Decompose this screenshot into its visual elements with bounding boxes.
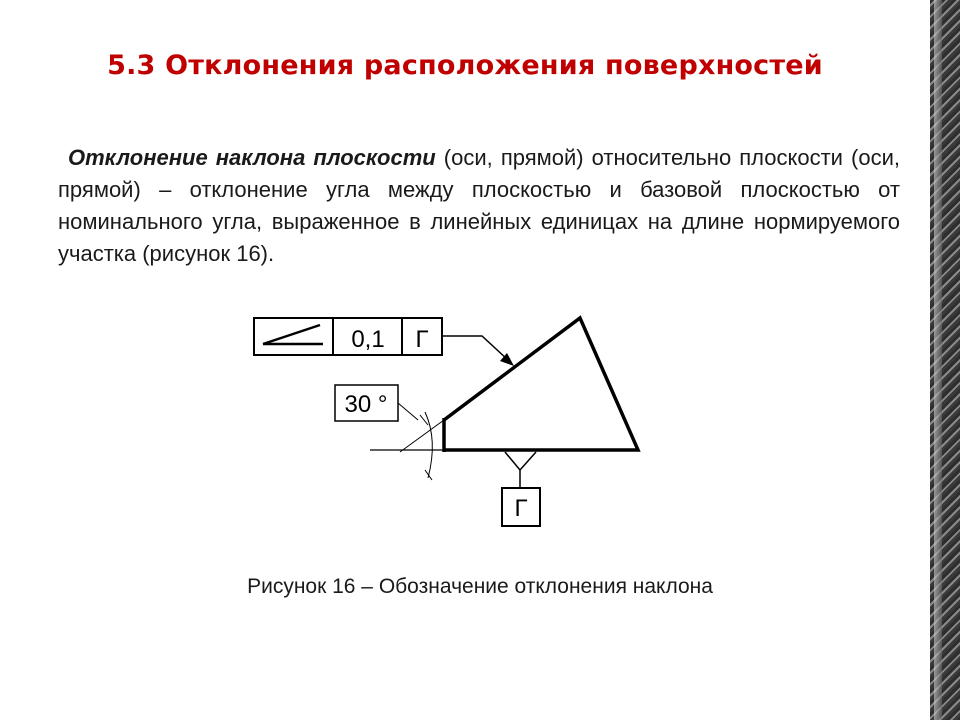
angle-label-leader (398, 403, 418, 420)
tolerance-value: 0,1 (351, 326, 385, 353)
figure-caption: Рисунок 16 – Обозначение отклонения наклона (247, 575, 713, 598)
defined-term: Отклонение наклона плоскости (68, 145, 436, 170)
part-outline (444, 318, 638, 452)
angle-label: 30 ° (344, 391, 388, 418)
tolerance-datum-letter: Г (415, 326, 429, 353)
definition-text: (оси, прямой) относительно плоскости (оси, прямой) – отклонение угла между плоскостью и базовой плоскостью от номинального угла, выраженное в линейных единицах на длине нормируемого участка (рисунок 16). (58, 145, 900, 266)
decorative-side-strip-highlight (934, 0, 942, 720)
leader-arrow (442, 336, 514, 366)
datum-box-letter: Г (514, 495, 528, 522)
datum-symbol (502, 452, 540, 526)
slope-extension-line (400, 420, 444, 452)
tolerance-frame (254, 318, 442, 355)
angle-label-box (335, 385, 418, 421)
angle-arc-tick-bottom (425, 470, 432, 480)
datum-triangle-icon (505, 452, 536, 470)
page-title: 5.3 Отклонения расположения поверхностей (107, 50, 823, 81)
